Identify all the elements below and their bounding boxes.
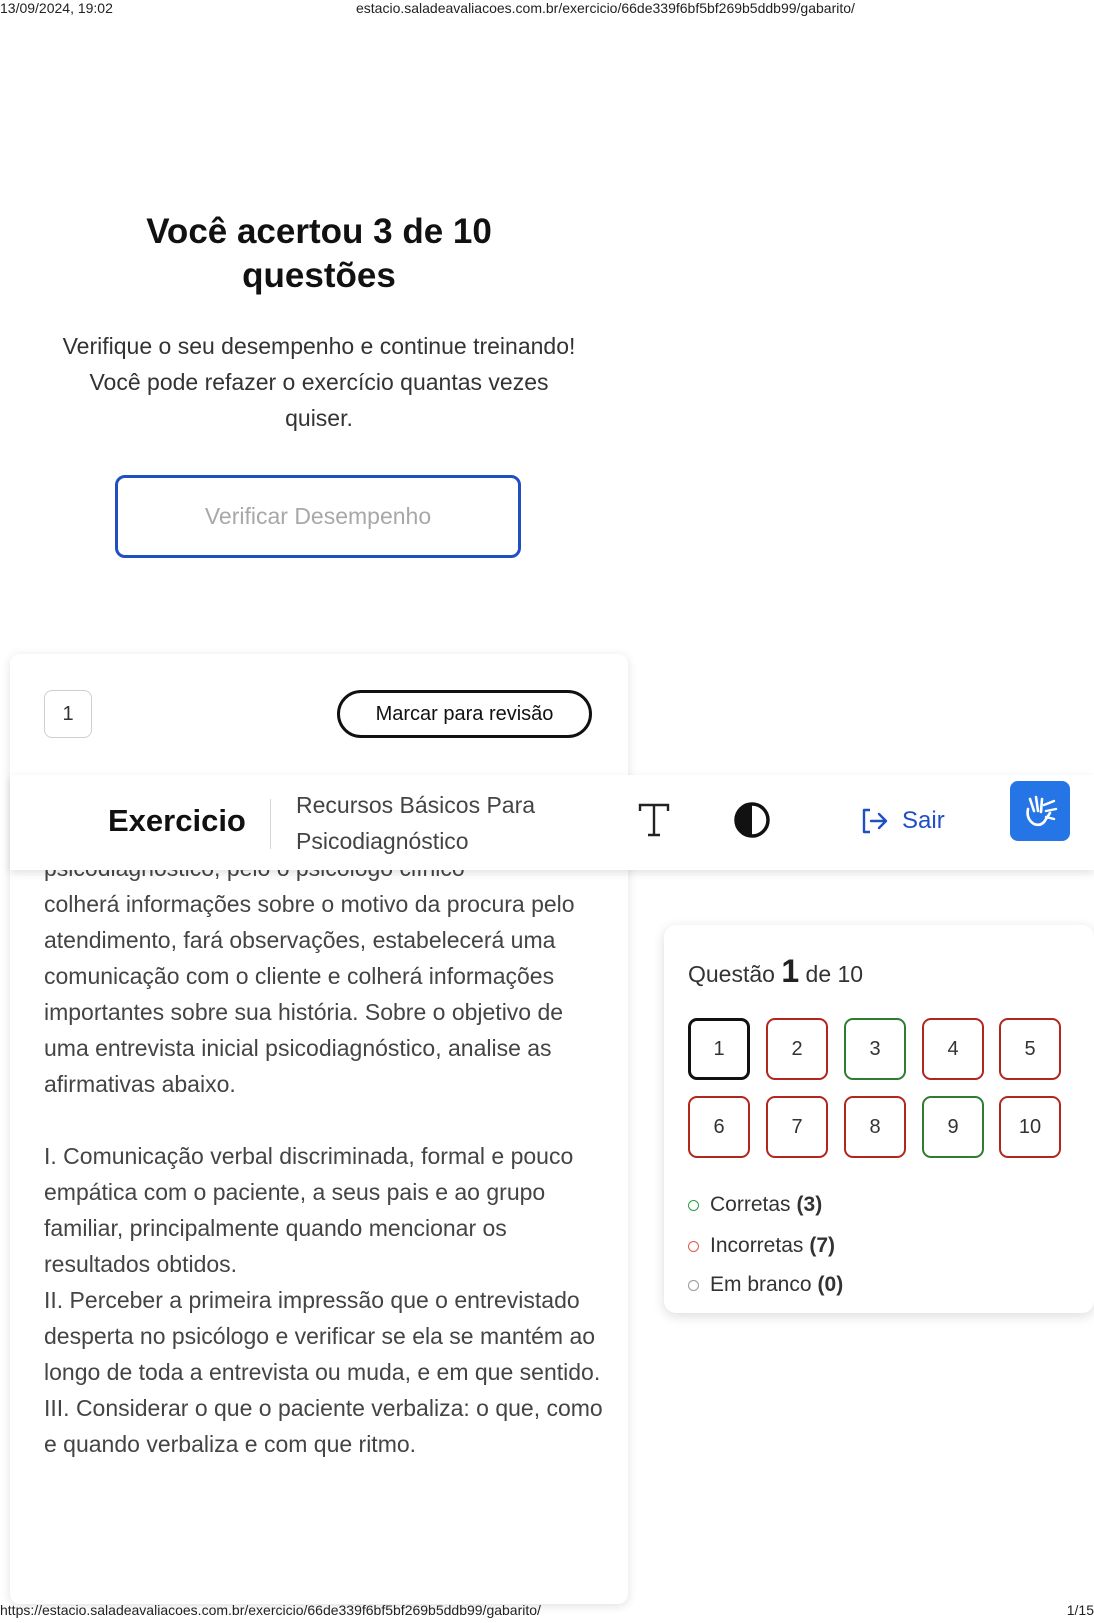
question-nav-button[interactable]: 4 [922,1018,984,1080]
result-title: Você acertou 3 de 10 questões [146,212,492,295]
question-nav-button[interactable]: 8 [844,1096,906,1158]
question-statement-2: II. Perceber a primeira impressão que o entrevistado desperta no psicólogo e verificar se ela se mantém ao longo de toda a entrevista ou muda, e em que sentido. [44,1287,601,1385]
footer-page-number: 1/15 [1066,1602,1094,1618]
question-number-badge: 1 [44,690,92,738]
navigator-title-prefix: Questão [688,961,775,987]
result-section [60,210,578,529]
contrast-icon[interactable] [732,800,772,840]
legend-correct-label: Corretas [710,1193,791,1216]
exit-button[interactable] [858,801,945,841]
exit-label: Sair [902,807,945,834]
navigator-current-number: 1 [781,953,800,989]
correct-dot [688,1200,699,1211]
print-datetime: 13/09/2024, 19:02 [0,0,113,16]
question-nav-button[interactable]: 1 [688,1018,750,1080]
legend-incorrect-count: (7) [809,1234,836,1257]
legend-incorrect [688,1234,1048,1258]
question-statement-3: III. Considerar o que o paciente verbaliza: o que, como e quando verbaliza e com que ritmo. [44,1395,603,1457]
verify-performance-button[interactable]: Verificar Desempenho [115,475,521,558]
blank-dot [688,1280,699,1291]
question-nav-button[interactable]: 7 [766,1096,828,1158]
text-size-icon[interactable] [634,797,674,843]
print-url: estacio.saladeavaliacoes.com.br/exercicio/66de339f6bf5bf269b5ddb99/gabarito/ [356,0,855,16]
legend-blank [688,1273,1048,1297]
sign-language-icon [1020,791,1060,831]
sign-language-button[interactable] [1010,781,1070,841]
result-subtitle: Verifique o seu desempenho e continue treinando! Você pode refazer o exercício quantas vezes quiser. [62,333,576,431]
logout-icon [858,805,890,837]
question-paragraph: colherá informações sobre o motivo da procura pelo atendimento, fará observações, estabelecerá uma comunicação com o cliente e colherá informações importantes sobre sua história. Sobre o objetivo de uma entrevista inicial psicodiagnóstico, analise as afirmativas abaixo. [44,891,575,1097]
legend-incorrect-label: Incorretas [710,1234,804,1257]
question-nav-button[interactable]: 5 [999,1018,1061,1080]
question-nav-button[interactable]: 10 [999,1096,1061,1158]
navigator-title [688,953,863,990]
question-statement-1: I. Comunicação verbal discriminada, formal e pouco empática com o paciente, a seus pais e ao grupo familiar, principalmente quando mencionar os resultados obtidos. [44,1143,574,1277]
legend-blank-label: Em branco [710,1273,812,1296]
legend-correct-count: (3) [796,1193,823,1216]
legend-correct [688,1193,1048,1217]
course-title: Recursos Básicos Para Psicodiagnóstico [296,792,536,854]
question-nav-button[interactable]: 2 [766,1018,828,1080]
question-nav-button[interactable]: 9 [922,1096,984,1158]
question-nav-button[interactable]: 6 [688,1096,750,1158]
top-bar [10,775,1094,870]
print-footer [0,1602,1094,1622]
incorrect-dot [688,1241,699,1252]
brand-title: Exercicio [108,803,246,838]
navigator-title-suffix: de 10 [805,961,864,987]
question-nav-button[interactable]: 3 [844,1018,906,1080]
question-navigator [664,925,1094,1313]
legend-blank-count: (0) [817,1273,844,1296]
footer-url: https://estacio.saladeavaliacoes.com.br/exercicio/66de339f6bf5bf269b5ddb99/gabarito/ [0,1602,541,1618]
mark-for-review-button[interactable]: Marcar para revisão [337,690,592,738]
bar-divider [270,799,271,849]
question-text [44,850,604,1462]
print-header [0,0,1094,20]
